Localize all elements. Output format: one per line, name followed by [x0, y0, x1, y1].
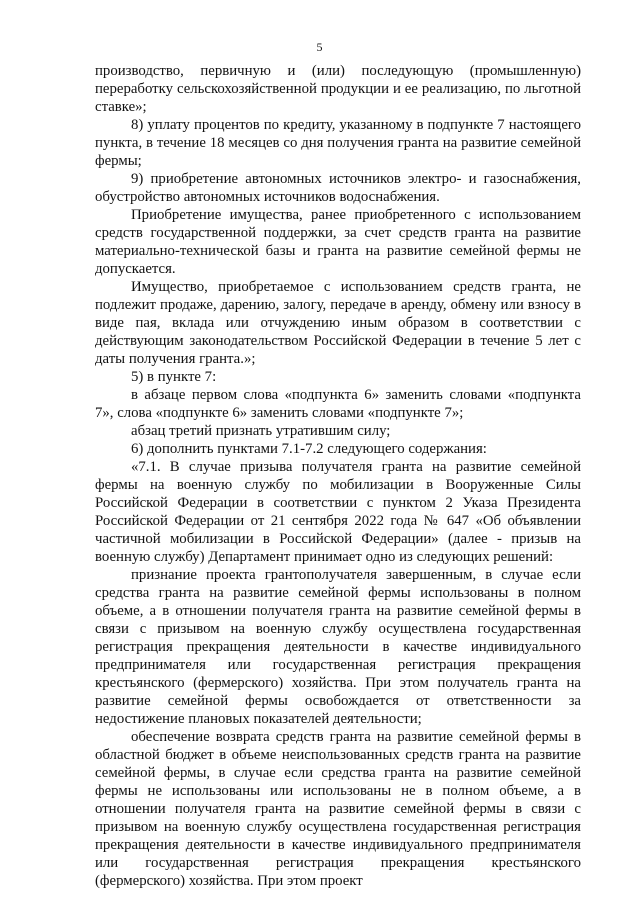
paragraph-decision-complete: признание проекта грантополучателя завершенным, в случае если средства гранта на развитие семейной фермы использованы в полном объеме, а в отношении получателя гранта на развитие семейной фермы в связи с призывом на военную службу осуществлена государственная регистрация прекращения деятельности в качестве индивидуального предпринимателя или государственная регистрация прекращения крестьянского (фермерского) хозяйства. При этом получатель гранта на развитие семейной фермы освобождается от ответственности за недостижение плановых показателей деятельности;	[95, 567, 581, 727]
paragraph-invalidate: абзац третий признать утратившим силу;	[131, 423, 391, 439]
paragraph-decision-return: обеспечение возврата средств гранта на развитие семейной фермы в областной бюджет в объеме неиспользованных средств гранта на развитие семейной фермы, в случае если средства гранта на развитие семейной фермы не использованы или использованы не в полном объеме, а в отношении получателя гранта на развитие семейной фермы в связи с призывом на военную службу осуществлена государственная регистрация прекращения деятельности в качестве индивидуального предпринимателя или государственная регистрация прекращения крестьянского (фермерского) хозяйства. При этом проект	[95, 729, 581, 889]
paragraph-prohibition: Приобретение имущества, ранее приобретенного с использованием средств государственной поддержки, за счет средств гранта на развитие материально-технической базы и гранта на развитие семейной фермы не допускается.	[95, 207, 581, 277]
paragraph-item-5: 5) в пункте 7:	[131, 369, 217, 385]
page-number: 5	[316, 40, 323, 54]
paragraph-property-restriction: Имущество, приобретаемое с использованием средств гранта, не подлежит продаже, дарению, залогу, передаче в аренду, обмену или взносу в виде пая, вклада или отчуждению иным образом в соответствии с действующим законодательством Российской Федерации в течение 5 лет с даты получения гранта.»;	[95, 279, 581, 367]
paragraph-item-6: 6) дополнить пунктами 7.1-7.2 следующего содержания:	[131, 441, 487, 457]
paragraph-continuation: производство, первичную и (или) последующую (промышленную) переработку сельскохозяйственной продукции и ее реализацию, по льготной ставке»;	[95, 63, 581, 115]
paragraph-clause-7-1: «7.1. В случае призыва получателя гранта на развитие семейной фермы на военную службу по мобилизации в Вооруженные Силы Российской Федерации в соответствии с пунктом 2 Указа Президента Российской Федерации от 21 сентября 2022 года № 647 «Об объявлении частичной мобилизации в Российской Федерации» (далее - призыв на военную службу) Департамент принимает одно из следующих решений:	[95, 459, 581, 565]
paragraph-replace-words: в абзаце первом слова «подпункта 6» заменить словами «подпункта 7», слова «подпункте 6» заменить словами «подпункте 7»;	[95, 387, 581, 421]
paragraph-item-9: 9) приобретение автономных источников электро- и газоснабжения, обустройство автономных источников водоснабжения.	[95, 171, 581, 205]
document-body	[95, 62, 581, 890]
paragraph-item-8: 8) уплату процентов по кредиту, указанному в подпункте 7 настоящего пункта, в течение 18 месяцев со дня получения гранта на развитие семейной фермы;	[95, 117, 581, 169]
